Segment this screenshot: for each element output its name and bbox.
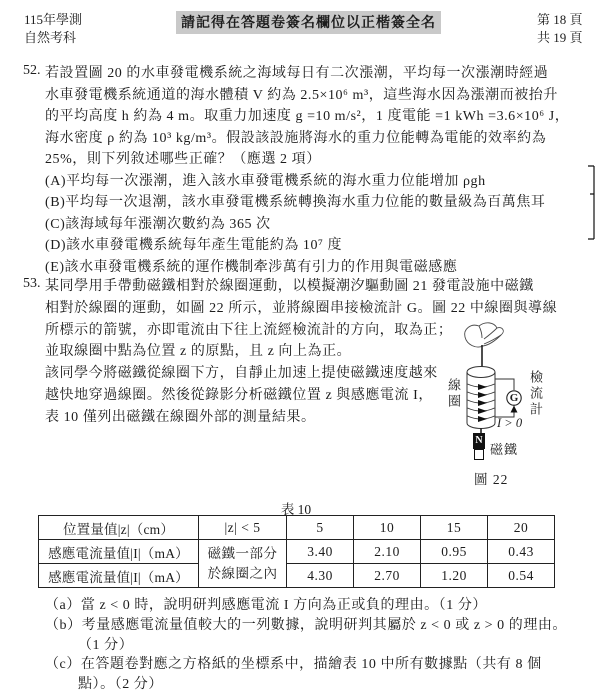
sub-question-b: （b）考量感應電流量值較大的一列數據，說明研判其屬於 z < 0 或 z > 0 的理由。 [45, 617, 567, 633]
table-cell: 3.40 [287, 540, 354, 564]
margin-change-bar [586, 165, 596, 246]
table-header-cell: |z| < 5 [199, 516, 287, 540]
q52-option-e: (E)該水車發電機系統的運作機制牽涉萬有引力的作用與電磁感應 [45, 259, 458, 275]
current-arrow-up [511, 406, 518, 413]
sub-question-a: （a）當 z < 0 時，說明研判感應電流 I 方向為正或負的理由。（1 分） [45, 598, 487, 613]
q52-option-d: (D)該水車發電機系統每年產生電能約為 10⁷ 度 [45, 238, 343, 253]
table-cell: 0.43 [488, 540, 555, 564]
merged-cell-line: 於線圈之內 [207, 565, 278, 581]
table-cell: 2.70 [354, 564, 421, 588]
q53-line: 表 10 僅列出磁鐵在線圈外部的測量結果。 [45, 409, 316, 425]
table-cell: 2.10 [354, 540, 421, 564]
page-number: 第 18 頁 [537, 12, 583, 27]
sub-questions [45, 596, 567, 695]
table-row [39, 564, 555, 588]
q52-line: 的平均高度 h 約為 4 m。取重力加速度 g =10 m/s²，1 度電能 =1 kWh =3.6×10⁶ J， [45, 109, 570, 124]
table-header-cell: 20 [488, 516, 555, 540]
merged-condition-cell [199, 540, 287, 588]
signature-notice: 請記得在答題卷簽名欄位以正楷簽全名 [176, 11, 441, 34]
q53-line: 所標示的箭號，亦即電流由下往上流經檢流計的方向，取為正； [45, 322, 453, 338]
table-cell: 4.30 [287, 564, 354, 588]
q52-option-c: (C)該海域每年漲潮次數約為 365 次 [45, 216, 271, 232]
magnet-north-pole: N [473, 433, 485, 449]
table-header-cell: 位置量值|z|（cm） [39, 516, 199, 540]
q53-line: 某同學用手帶動磁鐵相對於線圈運動，以模擬潮汐驅動圖 21 發電設施中磁鐵 [45, 279, 534, 294]
q53-line: 越快地穿過線圈。然後從錄影分析磁鐵位置 z 與感應電流 I， [45, 387, 433, 403]
table-header-cell: 10 [354, 516, 421, 540]
galvanometer-symbol: G [509, 392, 519, 404]
table-row [39, 540, 555, 564]
coil-drawing [467, 367, 495, 429]
question-52-number: 52. [23, 63, 41, 78]
table-row [39, 516, 555, 540]
header-right [537, 11, 583, 47]
figure-22 [440, 320, 615, 490]
row-label: 感應電流量值|I|（mA） [39, 564, 199, 588]
q53-line: 該同學今將磁鐵從線圈下方，自靜止加速上提使磁鐵速度越來 [45, 366, 438, 382]
question-53-number: 53. [23, 276, 41, 291]
q52-line: 水車發電機系統通道的海水體積 V 約為 2.5×10⁶ m³，這些海水因為漲潮而被抬升 [45, 87, 558, 103]
table-cell: 0.54 [488, 564, 555, 588]
sub-question-c: （c）在答題卷對應之方格紙的坐標系中，描繪表 10 中所有數據點（共有 8 個 [45, 657, 542, 673]
q52-option-b: (B)平均每一次退潮，該水車發電機系統轉換海水重力位能的數量級為百萬焦耳 [45, 195, 546, 210]
q53-line: 相對於線圈的運動，如圖 22 所示，並將線圈串接檢流計 G。圖 22 中線圈與導線 [45, 300, 558, 316]
question-52 [23, 63, 570, 278]
merged-cell-line: 磁鐵一部分 [207, 545, 278, 561]
subject-title: 自然考科 [24, 30, 77, 45]
table-cell: 0.95 [421, 540, 488, 564]
q52-line: 若設置圖 20 的水車發電機系統之海域每日有二次漲潮，平均每一次漲潮時經過 [45, 66, 549, 81]
q52-line: 25%，則下列敘述哪些正確？（應選 2 項） [45, 152, 321, 167]
magnet-south-pole [474, 449, 484, 460]
header-left [24, 11, 82, 47]
coil-label: 線圈 [446, 378, 461, 410]
exam-title: 115年學測 [24, 12, 83, 27]
table-10 [38, 515, 555, 588]
q53-line: 並取線圈中點為位置 z 的原點，且 z 向上為正。 [45, 344, 352, 360]
row-label: 感應電流量值|I|（mA） [39, 540, 199, 564]
sub-question-b-cont: （1 分） [78, 637, 134, 653]
sub-question-c-cont: 點）。（2 分） [78, 677, 163, 693]
hand-icon [465, 323, 504, 347]
galvanometer-label: 檢流計 [528, 370, 543, 418]
table-header-cell: 5 [287, 516, 354, 540]
page-total: 共 19 頁 [537, 30, 583, 45]
table-cell: 1.20 [421, 564, 488, 588]
current-direction-label: I > 0 [497, 416, 523, 430]
figure-22-caption: 圖 22 [474, 472, 509, 487]
table-10-title: 表 10 [280, 502, 312, 517]
magnet-label: 磁鐵 [490, 442, 519, 457]
table-header-cell: 15 [421, 516, 488, 540]
q52-line: 海水密度 ρ 約為 10³ kg/m³。假設該設施將海水的重力位能轉為電能的效率約為 [45, 130, 547, 146]
q52-option-a: (A)平均每一次漲潮，進入該水車發電機系統的海水重力位能增加 ρgh [45, 173, 486, 189]
